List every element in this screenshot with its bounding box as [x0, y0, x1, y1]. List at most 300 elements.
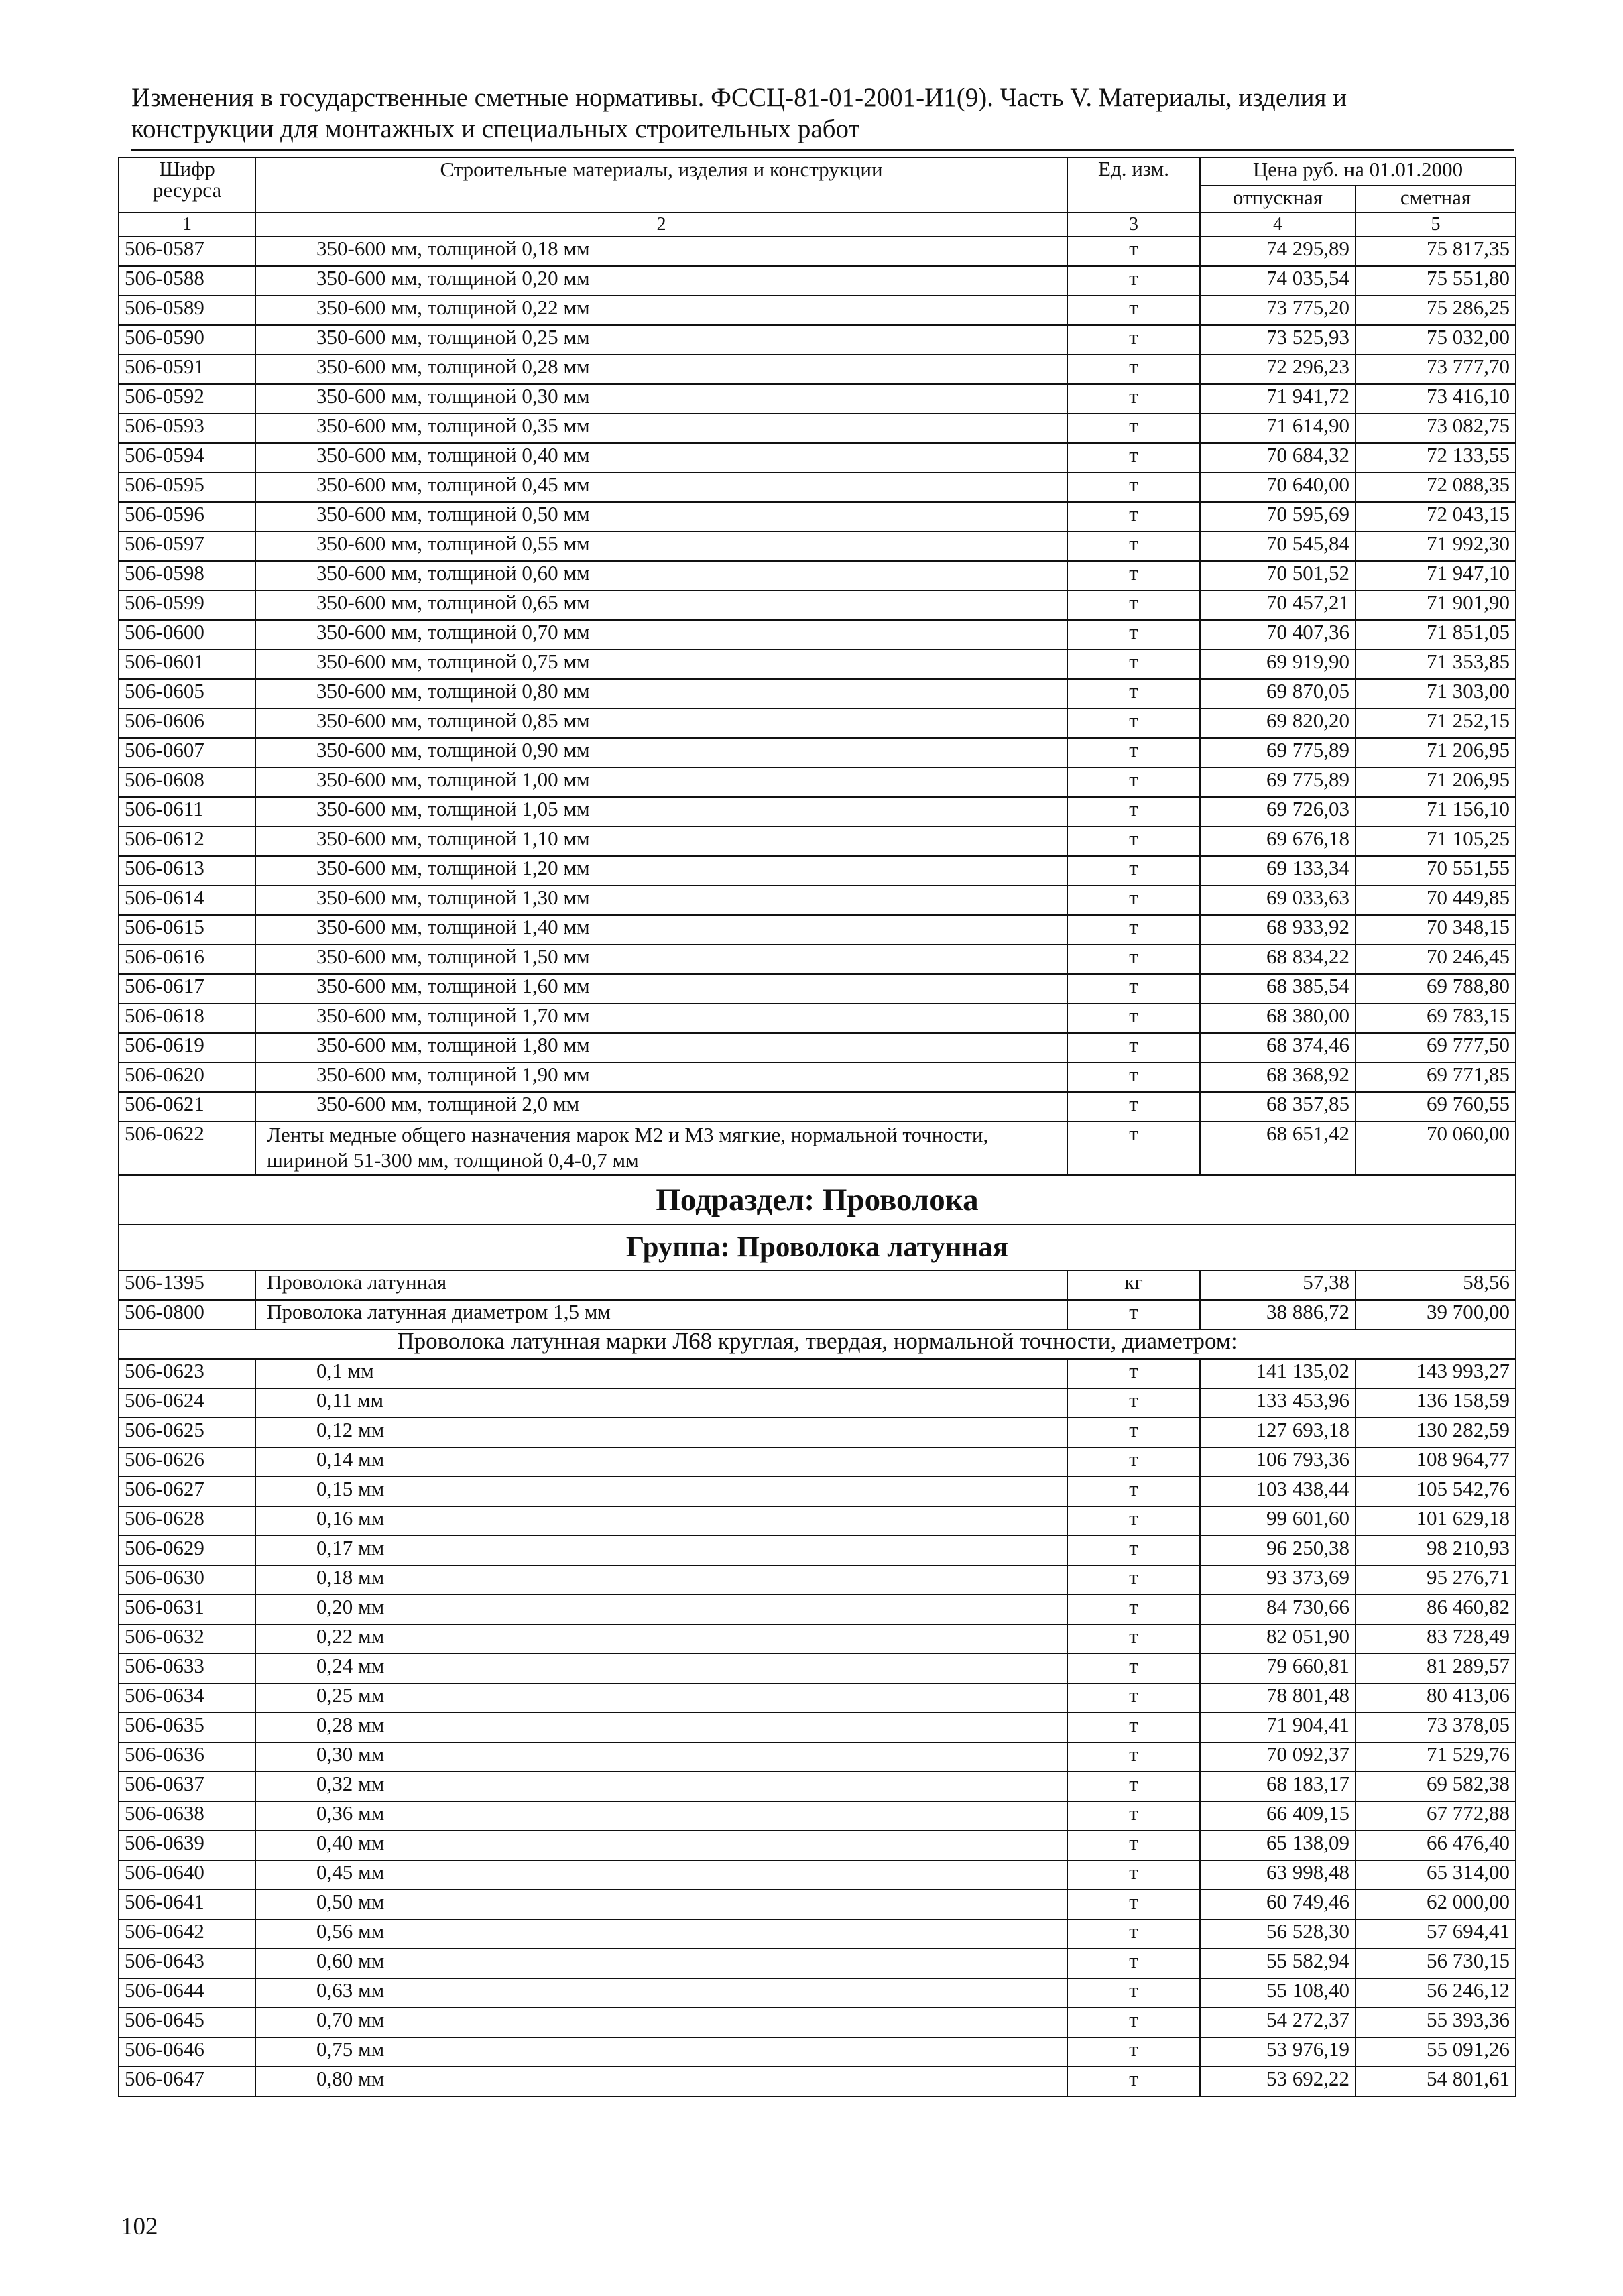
unit: т [1067, 1063, 1200, 1092]
estimate-price: 72 043,15 [1356, 502, 1516, 532]
table-row [119, 620, 1516, 650]
resource-code: 506-0589 [119, 296, 255, 325]
table-row [119, 1122, 1516, 1175]
material-name: 0,1 мм [255, 1359, 1067, 1388]
resource-code: 506-0592 [119, 384, 255, 414]
table-row [119, 355, 1516, 384]
unit: т [1067, 1122, 1200, 1175]
unit: т [1067, 1300, 1200, 1329]
material-name: 350-600 мм, толщиной 0,40 мм [255, 443, 1067, 473]
material-name: 0,70 мм [255, 2008, 1067, 2037]
release-price: 55 582,94 [1200, 1949, 1356, 1978]
estimate-price: 69 788,80 [1356, 974, 1516, 1004]
table-row [119, 679, 1516, 709]
unit: т [1067, 1772, 1200, 1801]
resource-code: 506-0598 [119, 561, 255, 591]
section-title: Подраздел: Проволока [119, 1175, 1516, 1225]
resource-code: 506-0634 [119, 1683, 255, 1713]
table-row [119, 1033, 1516, 1063]
estimate-price: 71 992,30 [1356, 532, 1516, 561]
table-row [119, 827, 1516, 856]
estimate-price: 71 206,95 [1356, 738, 1516, 768]
table-row [119, 915, 1516, 945]
material-name: 350-600 мм, толщиной 1,00 мм [255, 768, 1067, 797]
material-name: 0,28 мм [255, 1713, 1067, 1742]
table-row [119, 1388, 1516, 1418]
material-name: 350-600 мм, толщиной 0,22 мм [255, 296, 1067, 325]
release-price: 141 135,02 [1200, 1359, 1356, 1388]
material-name: 350-600 мм, толщиной 1,40 мм [255, 915, 1067, 945]
unit: т [1067, 679, 1200, 709]
table-row [119, 738, 1516, 768]
resource-code: 506-0596 [119, 502, 255, 532]
estimate-price: 73 378,05 [1356, 1713, 1516, 1742]
unit: т [1067, 1742, 1200, 1772]
release-price: 82 051,90 [1200, 1624, 1356, 1654]
material-name: 350-600 мм, толщиной 1,10 мм [255, 827, 1067, 856]
release-price: 103 438,44 [1200, 1477, 1356, 1506]
resource-code: 506-0587 [119, 237, 255, 266]
estimate-price: 70 449,85 [1356, 886, 1516, 915]
unit: т [1067, 1860, 1200, 1890]
material-name: 350-600 мм, толщиной 0,65 мм [255, 591, 1067, 620]
material-name: 350-600 мм, толщиной 0,30 мм [255, 384, 1067, 414]
release-price: 70 457,21 [1200, 591, 1356, 620]
unit: т [1067, 738, 1200, 768]
material-name: 350-600 мм, толщиной 0,70 мм [255, 620, 1067, 650]
resource-code: 506-0633 [119, 1654, 255, 1683]
material-name: 0,60 мм [255, 1949, 1067, 1978]
unit: т [1067, 561, 1200, 591]
release-price: 79 660,81 [1200, 1654, 1356, 1683]
release-price: 71 904,41 [1200, 1713, 1356, 1742]
resource-code: 506-0612 [119, 827, 255, 856]
table-row [119, 1506, 1516, 1536]
table-row [119, 1772, 1516, 1801]
estimate-price: 71 947,10 [1356, 561, 1516, 591]
release-price: 72 296,23 [1200, 355, 1356, 384]
header-release-price: отпускная [1200, 186, 1356, 213]
estimate-price: 136 158,59 [1356, 1388, 1516, 1418]
release-price: 106 793,36 [1200, 1447, 1356, 1477]
estimate-price: 71 303,00 [1356, 679, 1516, 709]
estimate-price: 75 286,25 [1356, 296, 1516, 325]
release-price: 133 453,96 [1200, 1388, 1356, 1418]
table-row [119, 414, 1516, 443]
material-name: 0,80 мм [255, 2067, 1067, 2096]
unit: т [1067, 1890, 1200, 1919]
estimate-price: 65 314,00 [1356, 1860, 1516, 1890]
resource-code: 506-0605 [119, 679, 255, 709]
material-name: 0,12 мм [255, 1418, 1067, 1447]
material-name: 0,15 мм [255, 1477, 1067, 1506]
table-row [119, 1063, 1516, 1092]
estimate-price: 108 964,77 [1356, 1447, 1516, 1477]
unit: т [1067, 414, 1200, 443]
unit: т [1067, 1004, 1200, 1033]
resource-code: 506-0624 [119, 1388, 255, 1418]
material-name: 350-600 мм, толщиной 0,90 мм [255, 738, 1067, 768]
table-row [119, 502, 1516, 532]
table-row [119, 797, 1516, 827]
estimate-price: 69 783,15 [1356, 1004, 1516, 1033]
unit: т [1067, 1654, 1200, 1683]
resource-code: 506-0628 [119, 1506, 255, 1536]
estimate-price: 70 060,00 [1356, 1122, 1516, 1175]
resource-code: 506-0608 [119, 768, 255, 797]
release-price: 70 501,52 [1200, 561, 1356, 591]
material-name: 350-600 мм, толщиной 0,45 мм [255, 473, 1067, 502]
resource-code: 506-0638 [119, 1801, 255, 1831]
release-price: 68 834,22 [1200, 945, 1356, 974]
estimate-price: 101 629,18 [1356, 1506, 1516, 1536]
estimate-price: 70 348,15 [1356, 915, 1516, 945]
table-row [119, 1919, 1516, 1949]
table-row [119, 974, 1516, 1004]
table-row [119, 266, 1516, 296]
material-name: 0,16 мм [255, 1506, 1067, 1536]
release-price: 70 684,32 [1200, 443, 1356, 473]
material-name: 0,36 мм [255, 1801, 1067, 1831]
estimate-price: 83 728,49 [1356, 1624, 1516, 1654]
table-row [119, 1683, 1516, 1713]
estimate-price: 67 772,88 [1356, 1801, 1516, 1831]
resource-code: 506-0640 [119, 1860, 255, 1890]
release-price: 127 693,18 [1200, 1418, 1356, 1447]
release-price: 70 545,84 [1200, 532, 1356, 561]
unit: т [1067, 1831, 1200, 1860]
material-name: 0,20 мм [255, 1595, 1067, 1624]
estimate-price: 69 760,55 [1356, 1092, 1516, 1122]
table-row [119, 1447, 1516, 1477]
material-name: 0,17 мм [255, 1536, 1067, 1565]
estimate-price: 69 582,38 [1356, 1772, 1516, 1801]
material-name: 0,18 мм [255, 1565, 1067, 1595]
unit: т [1067, 1919, 1200, 1949]
release-price: 68 651,42 [1200, 1122, 1356, 1175]
resource-code: 506-0599 [119, 591, 255, 620]
group-title-row [119, 1225, 1516, 1270]
material-name: 350-600 мм, толщиной 1,60 мм [255, 974, 1067, 1004]
unit: т [1067, 768, 1200, 797]
material-name: 350-600 мм, толщиной 0,50 мм [255, 502, 1067, 532]
resource-code: 506-0642 [119, 1919, 255, 1949]
estimate-price: 71 206,95 [1356, 768, 1516, 797]
estimate-price: 39 700,00 [1356, 1300, 1516, 1329]
estimate-price: 54 801,61 [1356, 2067, 1516, 2096]
resource-code: 506-0647 [119, 2067, 255, 2096]
material-name: 350-600 мм, толщиной 1,30 мм [255, 886, 1067, 915]
release-price: 69 033,63 [1200, 886, 1356, 915]
release-price: 73 525,93 [1200, 325, 1356, 355]
estimate-price: 55 091,26 [1356, 2037, 1516, 2067]
table-row [119, 1624, 1516, 1654]
release-price: 56 528,30 [1200, 1919, 1356, 1949]
resource-code: 506-0636 [119, 1742, 255, 1772]
material-name: 0,56 мм [255, 1919, 1067, 1949]
unit: т [1067, 886, 1200, 915]
release-price: 68 385,54 [1200, 974, 1356, 1004]
table-row [119, 2008, 1516, 2037]
table-row [119, 1565, 1516, 1595]
group-title: Группа: Проволока латунная [119, 1225, 1516, 1270]
material-name: Ленты медные общего назначения марок М2 и М3 мягкие, нормальной точности, шириной 51-300 мм, толщиной 0,4-0,7 мм [255, 1122, 1067, 1175]
estimate-price: 71 851,05 [1356, 620, 1516, 650]
unit: т [1067, 974, 1200, 1004]
column-number: 5 [1356, 213, 1516, 237]
release-price: 70 640,00 [1200, 473, 1356, 502]
material-name: 350-600 мм, толщиной 1,80 мм [255, 1033, 1067, 1063]
unit: т [1067, 2067, 1200, 2096]
unit: т [1067, 1683, 1200, 1713]
material-name: 350-600 мм, толщиной 0,80 мм [255, 679, 1067, 709]
release-price: 74 035,54 [1200, 266, 1356, 296]
column-number: 2 [255, 213, 1067, 237]
resource-code: 506-0591 [119, 355, 255, 384]
resource-code: 506-0619 [119, 1033, 255, 1063]
table-row [119, 709, 1516, 738]
resource-code: 506-0615 [119, 915, 255, 945]
material-name: 350-600 мм, толщиной 0,18 мм [255, 237, 1067, 266]
release-price: 65 138,09 [1200, 1831, 1356, 1860]
resource-code: 506-0639 [119, 1831, 255, 1860]
estimate-price: 95 276,71 [1356, 1565, 1516, 1595]
resource-code: 506-0632 [119, 1624, 255, 1654]
estimate-price: 73 777,70 [1356, 355, 1516, 384]
unit: т [1067, 945, 1200, 974]
unit: т [1067, 1359, 1200, 1388]
estimate-price: 75 032,00 [1356, 325, 1516, 355]
column-number-row [119, 213, 1516, 237]
material-name: 350-600 мм, толщиной 0,55 мм [255, 532, 1067, 561]
header-code: Шифр ресурса [119, 158, 255, 213]
table-row [119, 1654, 1516, 1683]
release-price: 70 595,69 [1200, 502, 1356, 532]
resource-code: 506-0630 [119, 1565, 255, 1595]
estimate-price: 71 901,90 [1356, 591, 1516, 620]
table-row [119, 1536, 1516, 1565]
unit: т [1067, 473, 1200, 502]
material-name: 350-600 мм, толщиной 0,75 мм [255, 650, 1067, 679]
material-name: Проволока латунная [255, 1270, 1067, 1300]
release-price: 84 730,66 [1200, 1595, 1356, 1624]
table-row [119, 1742, 1516, 1772]
release-price: 68 374,46 [1200, 1033, 1356, 1063]
release-price: 69 919,90 [1200, 650, 1356, 679]
resource-code: 506-0622 [119, 1122, 255, 1175]
resource-code: 506-0614 [119, 886, 255, 915]
unit: т [1067, 650, 1200, 679]
estimate-price: 71 105,25 [1356, 827, 1516, 856]
unit: т [1067, 1536, 1200, 1565]
resource-code: 506-0644 [119, 1978, 255, 2008]
release-price: 69 133,34 [1200, 856, 1356, 886]
table-row [119, 945, 1516, 974]
unit: т [1067, 1092, 1200, 1122]
price-table [118, 157, 1516, 2097]
material-name: 350-600 мм, толщиной 1,20 мм [255, 856, 1067, 886]
unit: т [1067, 443, 1200, 473]
material-name: 0,22 мм [255, 1624, 1067, 1654]
resource-code: 506-0643 [119, 1949, 255, 1978]
table-row [119, 532, 1516, 561]
material-name: 0,63 мм [255, 1978, 1067, 2008]
material-name: 350-600 мм, толщиной 0,20 мм [255, 266, 1067, 296]
resource-code: 506-0606 [119, 709, 255, 738]
unit: т [1067, 1447, 1200, 1477]
unit: т [1067, 237, 1200, 266]
table-row [119, 650, 1516, 679]
release-price: 69 775,89 [1200, 738, 1356, 768]
unit: т [1067, 1713, 1200, 1742]
unit: т [1067, 1978, 1200, 2008]
estimate-price: 73 416,10 [1356, 384, 1516, 414]
table-row [119, 561, 1516, 591]
table-row [119, 1092, 1516, 1122]
release-price: 71 941,72 [1200, 384, 1356, 414]
unit: т [1067, 502, 1200, 532]
table-row [119, 591, 1516, 620]
material-name: Проволока латунная диаметром 1,5 мм [255, 1300, 1067, 1329]
subheading-row [119, 1329, 1516, 1359]
unit: т [1067, 620, 1200, 650]
estimate-price: 66 476,40 [1356, 1831, 1516, 1860]
column-number: 4 [1200, 213, 1356, 237]
header-rule [131, 149, 1514, 151]
material-name: 0,50 мм [255, 1890, 1067, 1919]
resource-code: 506-0620 [119, 1063, 255, 1092]
column-number: 1 [119, 213, 255, 237]
unit: т [1067, 1418, 1200, 1447]
release-price: 68 380,00 [1200, 1004, 1356, 1033]
material-name: 0,40 мм [255, 1831, 1067, 1860]
header-price: Цена руб. на 01.01.2000 [1200, 158, 1516, 186]
table-row [119, 1949, 1516, 1978]
release-price: 69 820,20 [1200, 709, 1356, 738]
release-price: 38 886,72 [1200, 1300, 1356, 1329]
material-name: 350-600 мм, толщиной 0,60 мм [255, 561, 1067, 591]
table-row [119, 237, 1516, 266]
resource-code: 506-0621 [119, 1092, 255, 1122]
estimate-price: 86 460,82 [1356, 1595, 1516, 1624]
estimate-price: 80 413,06 [1356, 1683, 1516, 1713]
release-price: 73 775,20 [1200, 296, 1356, 325]
resource-code: 506-0800 [119, 1300, 255, 1329]
release-price: 69 726,03 [1200, 797, 1356, 827]
unit: т [1067, 827, 1200, 856]
material-name: 350-600 мм, толщиной 1,90 мм [255, 1063, 1067, 1092]
estimate-price: 75 817,35 [1356, 237, 1516, 266]
material-name: 0,14 мм [255, 1447, 1067, 1477]
unit: т [1067, 532, 1200, 561]
estimate-price: 81 289,57 [1356, 1654, 1516, 1683]
resource-code: 506-0600 [119, 620, 255, 650]
unit: т [1067, 1477, 1200, 1506]
material-name: 350-600 мм, толщиной 2,0 мм [255, 1092, 1067, 1122]
release-price: 60 749,46 [1200, 1890, 1356, 1919]
resource-code: 506-0595 [119, 473, 255, 502]
release-price: 78 801,48 [1200, 1683, 1356, 1713]
table-row [119, 1300, 1516, 1329]
table-row [119, 2067, 1516, 2096]
table-row [119, 1713, 1516, 1742]
table-row [119, 856, 1516, 886]
unit: т [1067, 1565, 1200, 1595]
estimate-price: 69 771,85 [1356, 1063, 1516, 1092]
release-price: 68 357,85 [1200, 1092, 1356, 1122]
table-row [119, 1831, 1516, 1860]
release-price: 53 976,19 [1200, 2037, 1356, 2067]
release-price: 68 368,92 [1200, 1063, 1356, 1092]
unit: т [1067, 384, 1200, 414]
release-price: 69 775,89 [1200, 768, 1356, 797]
estimate-price: 71 252,15 [1356, 709, 1516, 738]
release-price: 69 676,18 [1200, 827, 1356, 856]
estimate-price: 75 551,80 [1356, 266, 1516, 296]
unit: т [1067, 797, 1200, 827]
header-name: Строительные материалы, изделия и конструкции [255, 158, 1067, 213]
release-price: 99 601,60 [1200, 1506, 1356, 1536]
estimate-price: 62 000,00 [1356, 1890, 1516, 1919]
page-number: 102 [121, 2213, 158, 2240]
resource-code: 506-0594 [119, 443, 255, 473]
release-price: 68 183,17 [1200, 1772, 1356, 1801]
resource-code: 506-0623 [119, 1359, 255, 1388]
material-name: 0,32 мм [255, 1772, 1067, 1801]
estimate-price: 71 529,76 [1356, 1742, 1516, 1772]
material-name: 350-600 мм, толщиной 1,50 мм [255, 945, 1067, 974]
estimate-price: 56 246,12 [1356, 1978, 1516, 2008]
release-price: 70 092,37 [1200, 1742, 1356, 1772]
resource-code: 506-0607 [119, 738, 255, 768]
resource-code: 506-0590 [119, 325, 255, 355]
release-price: 57,38 [1200, 1270, 1356, 1300]
estimate-price: 105 542,76 [1356, 1477, 1516, 1506]
unit: т [1067, 1388, 1200, 1418]
table-row [119, 2037, 1516, 2067]
material-name: 350-600 мм, толщиной 1,70 мм [255, 1004, 1067, 1033]
material-name: 0,11 мм [255, 1388, 1067, 1418]
resource-code: 506-0645 [119, 2008, 255, 2037]
release-price: 54 272,37 [1200, 2008, 1356, 2037]
unit: т [1067, 325, 1200, 355]
release-price: 53 692,22 [1200, 2067, 1356, 2096]
unit: т [1067, 915, 1200, 945]
subheading: Проволока латунная марки Л68 круглая, твердая, нормальной точности, диаметром: [119, 1329, 1516, 1359]
unit: т [1067, 2037, 1200, 2067]
release-price: 66 409,15 [1200, 1801, 1356, 1831]
unit: т [1067, 2008, 1200, 2037]
table-row [119, 1418, 1516, 1447]
table-row [119, 1595, 1516, 1624]
header-line-1: Изменения в государственные сметные нормативы. ФССЦ-81-01-2001-И1(9). Часть V. Материалы, изделия и [131, 83, 1347, 112]
column-number: 3 [1067, 213, 1200, 237]
resource-code: 506-0625 [119, 1418, 255, 1447]
resource-code: 506-0618 [119, 1004, 255, 1033]
unit: т [1067, 1033, 1200, 1063]
material-name: 350-600 мм, толщиной 0,35 мм [255, 414, 1067, 443]
release-price: 63 998,48 [1200, 1860, 1356, 1890]
table-header-row [119, 158, 1516, 186]
estimate-price: 55 393,36 [1356, 2008, 1516, 2037]
release-price: 96 250,38 [1200, 1536, 1356, 1565]
resource-code: 506-0601 [119, 650, 255, 679]
estimate-price: 70 246,45 [1356, 945, 1516, 974]
unit: кг [1067, 1270, 1200, 1300]
estimate-price: 69 777,50 [1356, 1033, 1516, 1063]
table-row [119, 384, 1516, 414]
unit: т [1067, 1801, 1200, 1831]
